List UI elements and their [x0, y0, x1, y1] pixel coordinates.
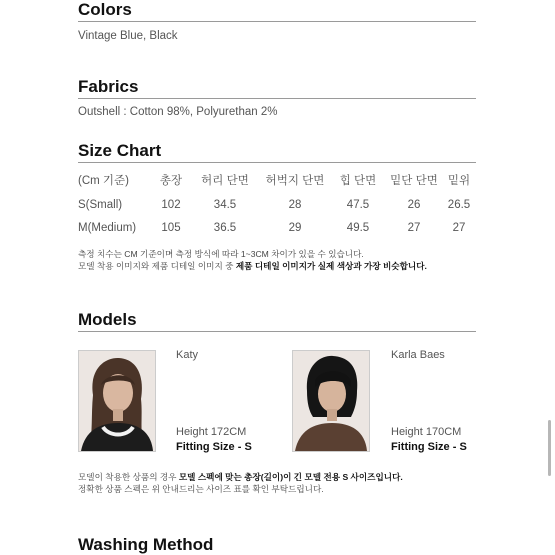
- size-cell: 105: [161, 222, 181, 234]
- models-note-line-1-text: 모델이 착용한 상품의 경우: [78, 472, 179, 482]
- size-cell: 28: [288, 199, 302, 211]
- header-cell: (Cm 기준): [78, 175, 129, 187]
- model-portrait-image: [293, 351, 369, 451]
- model-photo-karla-baes: [292, 350, 370, 452]
- model-height: Height 170CM: [391, 426, 462, 438]
- model-fitting-size: Fitting Size - S: [391, 441, 467, 453]
- model-height: Height 172CM: [176, 426, 247, 438]
- size-cell: 29: [288, 222, 302, 234]
- model-name: Karla Baes: [391, 349, 445, 361]
- colors-value: Vintage Blue, Black: [78, 30, 178, 42]
- colors-divider: [78, 21, 476, 22]
- header-cell: 밑위: [447, 175, 471, 187]
- size-note-line-2: [78, 260, 427, 272]
- models-note-line-2: 정확한 상품 스펙은 위 안내드리는 사이즈 표를 확인 부탁드립니다.: [78, 484, 324, 494]
- size-chart-heading: Size Chart: [78, 141, 162, 160]
- size-cell: S(Small): [78, 199, 123, 211]
- header-cell: 총장: [159, 175, 183, 187]
- header-cell: 힙 단면: [339, 175, 377, 187]
- colors-heading: Colors: [78, 0, 132, 19]
- fabrics-divider: [78, 98, 476, 99]
- fabrics-heading: Fabrics: [78, 77, 139, 96]
- header-cell: 밑단 단면: [390, 175, 438, 187]
- header-cell: 허벅지 단면: [265, 175, 325, 187]
- model-portrait-image: [79, 351, 155, 451]
- washing-heading: Washing Method: [78, 535, 214, 554]
- size-cell: 27: [407, 222, 421, 234]
- size-note-line-2-text: 모델 착용 이미지와 제품 디테일 이미지 중: [78, 261, 236, 271]
- size-cell: 47.5: [346, 199, 370, 211]
- size-cell: 102: [161, 199, 181, 211]
- models-note-line-1: [78, 471, 403, 483]
- models-divider: [78, 331, 476, 332]
- size-chart-row: [78, 222, 478, 238]
- size-cell: 27: [452, 222, 466, 234]
- size-chart-header-row: [78, 172, 478, 188]
- size-cell: 26.5: [447, 199, 471, 211]
- model-name: Katy: [176, 349, 199, 361]
- model-photo-katy: [78, 350, 156, 452]
- size-cell: 49.5: [346, 222, 370, 234]
- model-fitting-size: Fitting Size - S: [176, 441, 252, 453]
- size-chart-row: [78, 199, 478, 215]
- size-note-line-2-emphasis: 제품 디테일 이미지가 실제 색상과 가장 비슷합니다.: [235, 261, 427, 271]
- header-cell: 허리 단면: [201, 175, 249, 187]
- scrollbar-thumb[interactable]: [548, 420, 551, 476]
- size-cell: 26: [407, 199, 421, 211]
- models-note-line-1-emphasis: 모델 스펙에 맞는 총장(길이)이 긴 모델 전용 S 사이즈입니다.: [178, 472, 403, 482]
- size-chart-divider: [78, 162, 476, 163]
- size-cell: 36.5: [213, 222, 237, 234]
- size-cell: M(Medium): [78, 222, 137, 234]
- fabrics-value: Outshell : Cotton 98%, Polyurethan 2%: [78, 106, 278, 118]
- size-note-line-1: 측정 치수는 CM 기준이며 측정 방식에 따라 1~3CM 차이가 있을 수 있습니다.: [78, 249, 364, 259]
- size-cell: 34.5: [213, 199, 237, 211]
- models-heading: Models: [78, 310, 137, 329]
